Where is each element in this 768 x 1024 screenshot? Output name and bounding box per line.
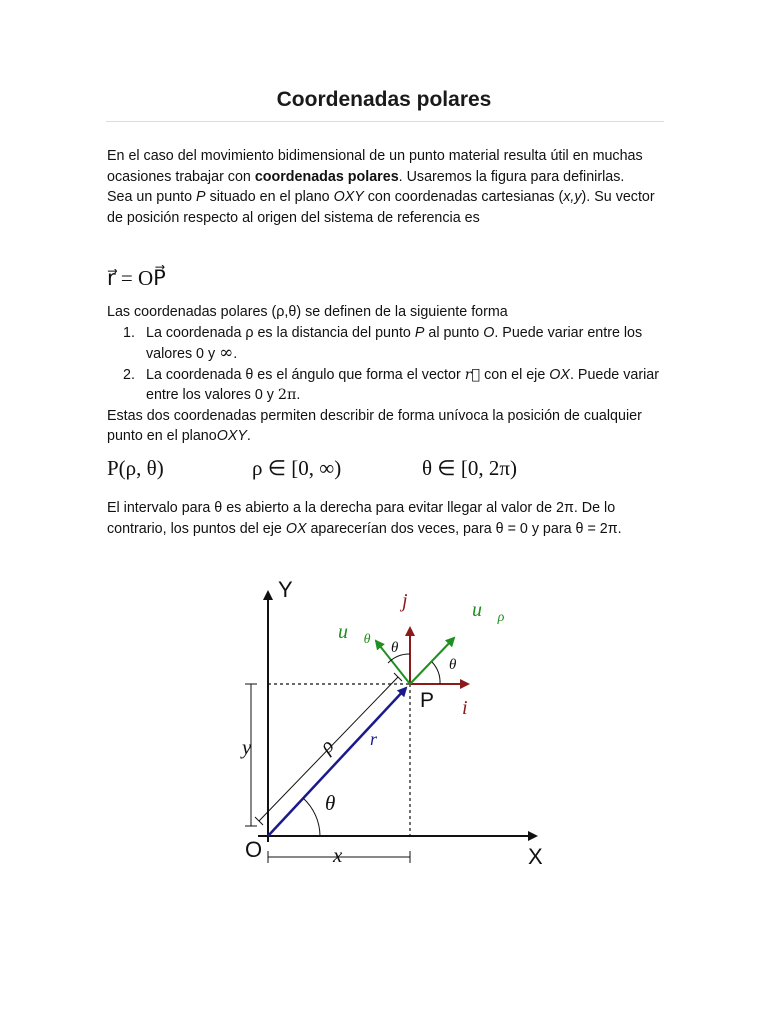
list-text: . Puede variar entre los valores 0 y [146, 324, 643, 362]
list-text: . [233, 346, 238, 362]
x-dimension-label: x [333, 843, 343, 867]
list-number: 1. [123, 324, 135, 341]
intro-paragraph [107, 146, 667, 228]
u-rho-label [472, 599, 505, 625]
interval-paragraph [107, 498, 667, 539]
u-theta-symbol: u⃗ [338, 621, 364, 643]
two-pi-symbol: 2π [556, 500, 574, 516]
definitions-after [107, 406, 667, 447]
point-p-label: P [420, 689, 435, 712]
list-text: con el eje [480, 366, 550, 383]
equation-rho-range: ρ ∈ [0, ∞) [252, 456, 342, 480]
interval-italic: OX [285, 520, 307, 537]
after-italic: OXY [216, 428, 247, 444]
r-vector-label: r⃗ [370, 729, 392, 749]
origin-label: O [245, 837, 263, 862]
page-title: Coordenadas polares [276, 88, 492, 111]
unit-vector-u-rho [410, 638, 454, 684]
i-unit-label: i⃗ [462, 697, 484, 719]
infinity-symbol: ∞ [219, 343, 234, 363]
list-text: La coordenada θ es el ángulo que forma el vector [146, 366, 465, 383]
list-item [107, 365, 667, 406]
list-text: . Puede variar entre los valores 0 y [146, 366, 659, 403]
intro-text: ). Su vector de posición respecto al origen del sistema de referencia es [107, 189, 655, 226]
list-text: al punto [424, 324, 484, 341]
intro-text: Sea un punto [107, 189, 197, 205]
u-theta-subscript: θ [363, 632, 371, 647]
list-item [107, 323, 667, 365]
definitions-list [107, 323, 667, 406]
position-vector-r [268, 688, 406, 836]
intro-text: En el caso del movimiento bidimensional de un punto material resulta útil en muchas ocasiones trabajar con [107, 148, 643, 185]
list-text: La coordenada ρ es la distancia del punto [146, 324, 415, 341]
intro-italic: x,y [563, 189, 582, 205]
interval-text: . De lo contrario, los puntos del eje [107, 500, 616, 537]
polar-coordinates-figure [230, 570, 550, 870]
intro-italic: P [196, 189, 206, 205]
axis-y-label: Y [278, 577, 293, 602]
interval-text: El intervalo para θ es abierto a la derecha para evitar llegar al valor de [107, 500, 557, 516]
intro-text: situado en el plano [205, 189, 334, 205]
after-text: . [246, 428, 251, 444]
u-rho-subscript: ρ [497, 610, 505, 625]
list-italic: O [483, 324, 495, 341]
two-pi-symbol: 2π [277, 387, 297, 403]
intro-bold-term: coordenadas polares [254, 168, 399, 185]
j-unit-label: j⃗ [402, 590, 424, 612]
title-divider [106, 121, 664, 122]
theta-arc-origin [303, 798, 320, 836]
rho-label: ρ [314, 733, 339, 758]
equation-theta-range: θ ∈ [0, 2π) [422, 456, 517, 480]
list-italic: P [414, 324, 425, 341]
intro-italic: OXY [333, 189, 364, 205]
intro-text: . Usaremos la figura para definirlas. [398, 168, 625, 185]
theta-right-label: θ [449, 657, 457, 673]
equation-point: P(ρ, θ) [107, 456, 164, 480]
r-vector-symbol: r⃗ [464, 366, 481, 383]
theta-origin-label: θ [325, 791, 336, 815]
axis-x-label: X [528, 844, 543, 869]
after-text: Estas dos coordenadas permiten describir de forma unívoca la posición de cualquier punto en el plano [107, 407, 642, 444]
theta-top-label: θ [391, 640, 399, 656]
theta-arc-right [432, 662, 440, 684]
list-number: 2. [123, 366, 135, 383]
position-vector-equation: r⃗ = OP⃗ [107, 266, 166, 290]
u-rho-symbol: u⃗ [472, 599, 498, 621]
definitions-lead: Las coordenadas polares (ρ,θ) se definen de la siguiente forma [107, 304, 508, 320]
interval-text: aparecerían dos veces, para θ = 0 y para θ = 2π. [306, 520, 622, 537]
definitions-block [107, 302, 667, 447]
list-italic: OX [549, 366, 570, 383]
list-text: . [296, 387, 301, 403]
u-theta-label [338, 621, 371, 647]
y-dimension-label: y [242, 735, 252, 759]
intro-text: con coordenadas cartesianas ( [363, 189, 564, 205]
